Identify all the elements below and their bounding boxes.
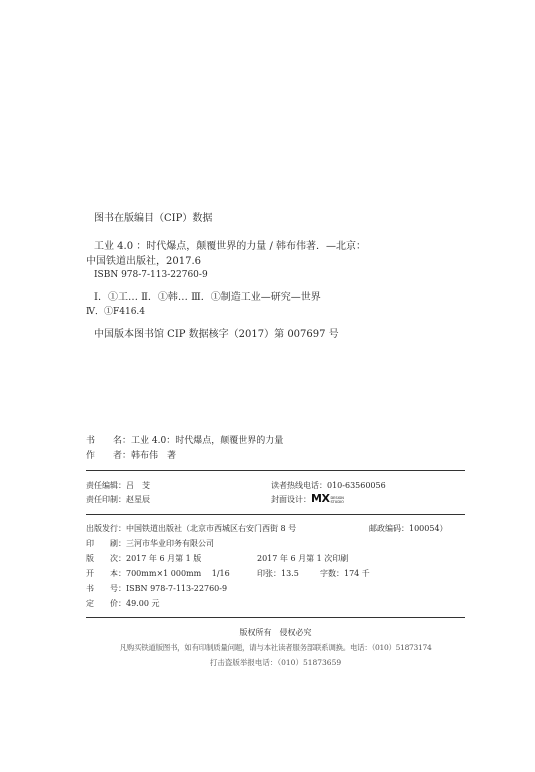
format-label: 开 本： [86, 569, 126, 578]
cip-line-1: 工业 4.0 ：时代爆点，颠覆世界的力量 / 韩布伟著．—北京： [94, 241, 366, 252]
isbn-value: ISBN 978-7-113-22760-9 [126, 584, 228, 593]
print-supervisor-row [86, 495, 150, 505]
postcode: 邮政编码：100054） [369, 524, 448, 533]
printer-value: 三河市华业印务有限公司 [126, 539, 214, 548]
hotline-value: 010-63560056 [327, 481, 386, 490]
book-title-value: 工业 4.0：时代爆点，颠覆世界的力量 [131, 436, 284, 446]
price-label: 定 价： [86, 599, 126, 608]
edition-label: 版 次： [86, 554, 126, 563]
format-value: 700mm×1 000mm 1/16 [126, 569, 230, 578]
editor-row [86, 481, 150, 491]
isbn-row [86, 584, 227, 594]
cip-heading: 图书在版编目（CIP）数据 [94, 213, 213, 224]
book-author-label: 作 者： [86, 451, 132, 461]
edition-row [86, 554, 201, 564]
publisher-value: 出版发行：中国铁道出版社（北京市西城区右安门西街 8 号 [86, 524, 297, 533]
editor-value: 吕 芠 [126, 481, 150, 490]
price-value: 49.00 元 [126, 599, 160, 608]
quality-notice: 凡购买铁道版图书，如有印制质量问题，请与本社读者服务部联系调换。电话：（010）51873174 [119, 643, 432, 652]
price-row [86, 599, 159, 609]
print-supervisor-label: 责任印制： [86, 495, 126, 504]
isbn-label: 书 号： [86, 584, 126, 593]
sheets-value: 印张：13.5 [257, 569, 299, 578]
divider-1 [86, 470, 465, 471]
book-author-row [86, 451, 176, 462]
book-author-value: 韩布伟 著 [131, 451, 177, 461]
book-title-label: 书 名： [86, 436, 132, 446]
book-title-row [86, 436, 283, 447]
print-supervisor-value: 赵星辰 [126, 495, 150, 504]
hotline-label: 读者热线电话： [271, 481, 327, 490]
format-row [86, 569, 230, 579]
cip-line-2: 中国铁道出版社，2017.6 [86, 256, 201, 267]
mx-logo: MX [311, 492, 330, 505]
publisher-row [86, 524, 296, 534]
cip-classification-1: Ⅰ．①工… Ⅱ．①韩… Ⅲ．①制造工业—研究—世界 [94, 292, 321, 303]
cover-design-row [271, 494, 344, 505]
anti-piracy-notice: 打击盗版举报电话：（010）51873659 [209, 658, 342, 667]
printer-row [86, 539, 214, 549]
cover-design-label: 封面设计： [271, 495, 311, 504]
cip-verification: 中国版本图书馆 CIP 数据核字（2017）第 007697 号 [94, 329, 339, 340]
divider-3 [86, 617, 465, 618]
cip-isbn: ISBN 978-7-113-22760-9 [94, 270, 208, 280]
printer-label: 印 刷： [86, 539, 126, 548]
cip-classification-2: Ⅳ．①F416.4 [86, 307, 146, 317]
rights-notice: 版权所有 侵权必究 [239, 628, 312, 637]
mx-logo-subtext: DESIGN STUDIO [330, 496, 344, 504]
editor-label: 责任编辑： [86, 481, 126, 490]
words-value: 字数：174 千 [320, 569, 370, 578]
printing-value: 2017 年 6 月第 1 次印刷 [257, 554, 349, 563]
hotline-row [271, 481, 386, 491]
edition-value: 2017 年 6 月第 1 版 [126, 554, 202, 563]
divider-2 [86, 514, 465, 515]
